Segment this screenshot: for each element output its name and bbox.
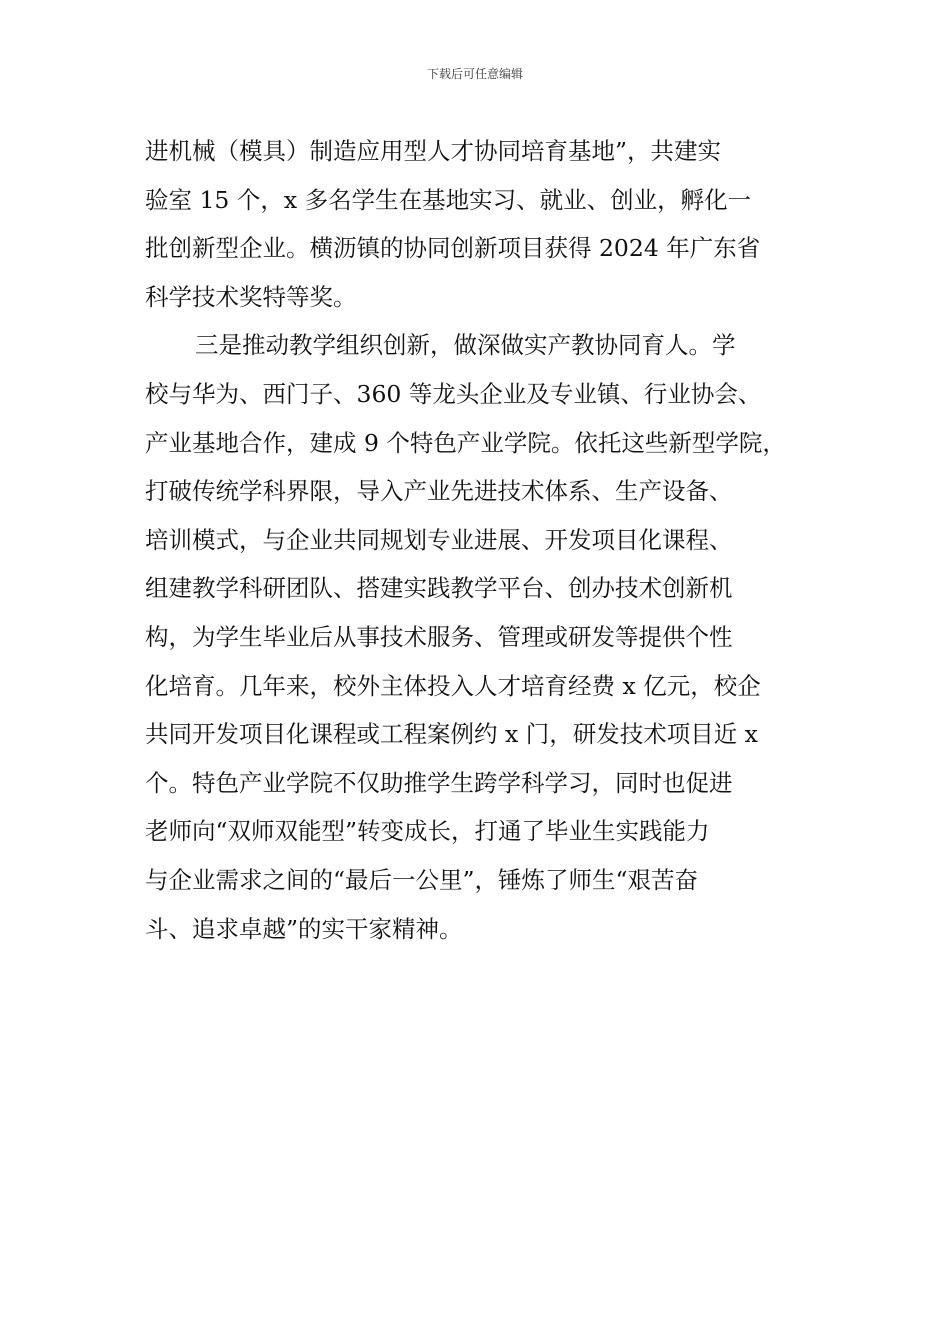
text-line: 校与华为、西门子、360 等龙头企业及专业镇、行业协会、	[145, 379, 762, 408]
text-line: 批创新型企业。横沥镇的协同创新项目获得 2024 年广东省	[145, 234, 761, 263]
text-line: 构，为学生毕业后从事技术服务、管理或研发等提供个性	[145, 622, 733, 651]
text-line: 与企业需求之间的“最后一公里”，锤炼了师生“艰苦奋	[145, 865, 699, 894]
text-line: 科学技术奖特等奖。	[145, 282, 357, 311]
paragraph-1	[145, 127, 825, 321]
text-line: 化培育。几年来，校外主体投入人才培育经费 x 亿元，校企	[145, 671, 761, 700]
paragraph-2	[145, 321, 825, 953]
text-line: 个。特色产业学院不仅助推学生跨学科学习，同时也促进	[145, 768, 733, 797]
text-line: 进机械（模具）制造应用型人才协同培育基地”，共建实	[145, 137, 722, 165]
text-line: 组建教学科研团队、搭建实践教学平台、创办技术创新机	[145, 574, 733, 603]
document-body	[145, 127, 825, 953]
text-line: 打破传统学科界限，导入产业先进技术体系、生产设备、	[145, 477, 733, 506]
text-line: 培训模式，与企业共同规划专业进展、开发项目化课程、	[145, 525, 733, 554]
page-header: 下载后可任意编辑	[426, 67, 523, 81]
text-line: 共同开发项目化课程或工程案例约 x 门，研发技术项目近 x	[145, 720, 758, 749]
text-line: 产业基地合作，建成 9 个特色产业学院。依托这些新型学院，	[145, 428, 786, 457]
text-line: 斗、追求卓越”的实干家精神。	[145, 914, 463, 943]
text-line: 验室 15 个，x 多名学生在基地实习、就业、创业，孵化一	[145, 185, 752, 214]
text-line: 老师向“双师双能型”转变成长，打通了毕业生实践能力	[145, 817, 710, 846]
text-line: 三是推动教学组织创新，做深做实产教协同育人。学	[195, 331, 736, 360]
